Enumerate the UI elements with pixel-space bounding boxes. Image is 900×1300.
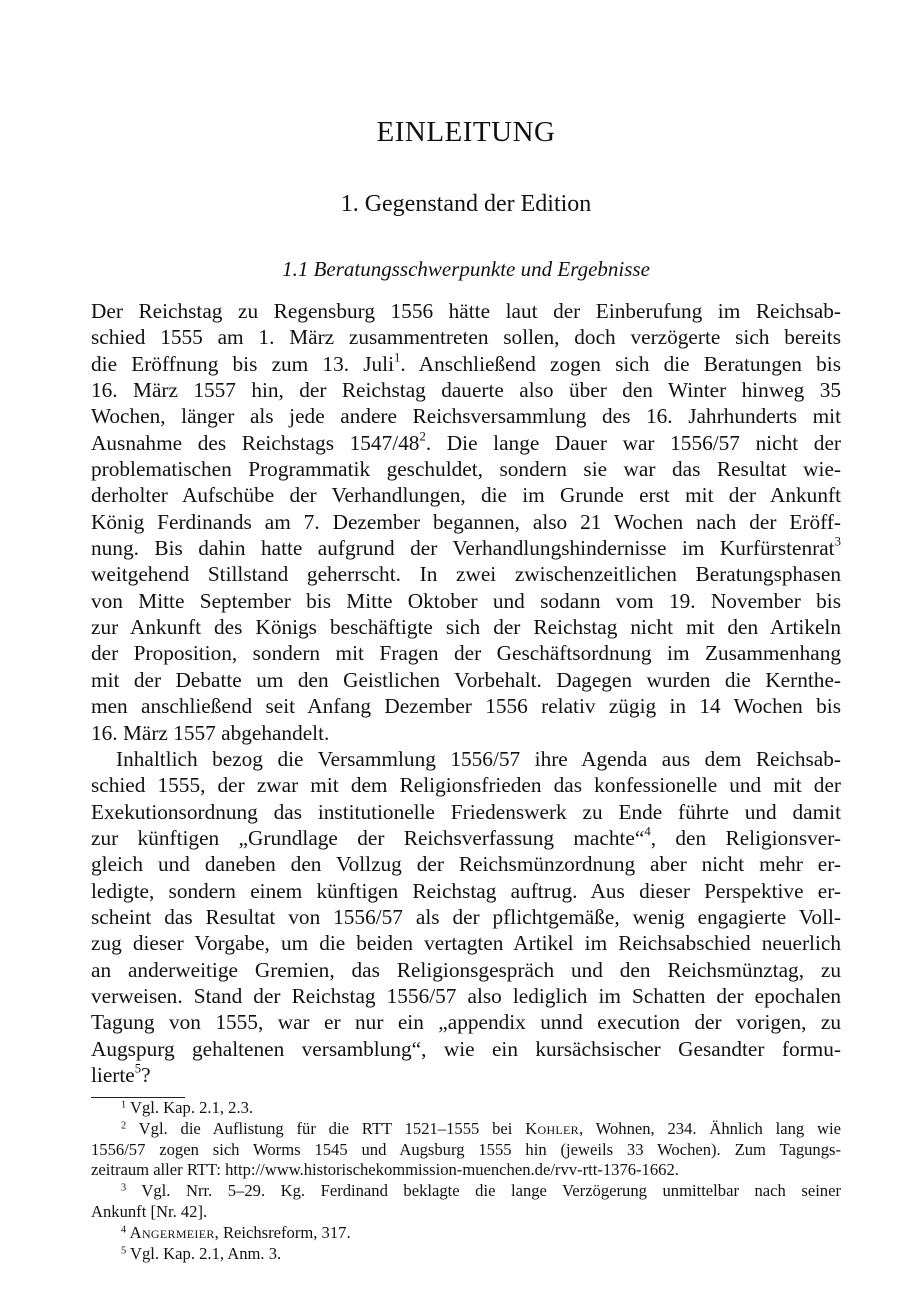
text-line: zur künftigen „Grundlage der Reichsverfassung machte“$^4$, den Religionsver-	[91, 824, 841, 850]
footnote-2-cont: 1556/57 zogen sich Worms 1545 und Augsburg 1555 hin (jeweils 33 Wochen). Zum Tagungs-	[91, 1139, 841, 1159]
text-line: an anderweitige Gremien, das Religionsgespräch und den Reichsmünztag, zu	[91, 957, 841, 982]
text-line: derholter Aufschübe der Verhandlungen, die im Grunde erst mit der Ankunft	[91, 483, 841, 508]
footnote-3-cont: Ankunft [Nr. 42].	[91, 1201, 208, 1221]
section-title: 1. Gegenstand der Edition	[340, 191, 592, 217]
footnote-2-cont[interactable]: zeitraum aller RTT: http://www.historischekommission-muenchen.de/rvv-rtt-1376-1662.	[91, 1160, 679, 1180]
footnote-2: $^2$ Vgl. die Auflistung für die RTT 1521–1555 bei Kohler, Wohnen, 234. Ähnlich lang wie	[121, 1118, 841, 1138]
text-line: mit der Debatte um den Geistlichen Vorbehalt. Dagegen wurden die Kernthe-	[91, 667, 841, 692]
footnote-marker: 4	[121, 1224, 127, 1236]
footnotes	[91, 1098, 841, 1264]
footnote-3: $^3$ Vgl. Nrr. 5–29. Kg. Ferdinand beklagte die lange Verzögerung unmittelbar nach seiner	[121, 1181, 841, 1201]
text-line: zur Ankunft des Königs beschäftigte sich der Reichstag nicht mit den Artikeln	[91, 615, 841, 640]
footnote-ref[interactable]: 4	[644, 824, 651, 839]
footnote-5: $^5$ Vgl. Kap. 2.1, Anm. 3.	[121, 1243, 282, 1263]
text-line: ledigte, sondern einem künftigen Reichstag auftrug. Aus dieser Perspektive er-	[91, 878, 841, 903]
text-line: lierte$^5$?	[91, 1061, 151, 1087]
chapter-title: EINLEITUNG	[376, 116, 556, 148]
footnote-ref[interactable]: 3	[834, 534, 841, 549]
author-name: Angermeier	[126, 1222, 215, 1242]
text-line: Exekutionsordnung das institutionelle Friedenswerk zu Ende führte und damit	[91, 799, 841, 824]
text-line: Augspurg gehaltenen versamblung“, wie ein kursächsischer Gesandter formu-	[91, 1036, 841, 1061]
text-line: 16. März 1557 hin, der Reichstag dauerte also über den Winter hinweg 35	[91, 378, 841, 403]
footnote-marker: 2	[121, 1120, 127, 1132]
text-line: problematischen Programmatik geschuldet, sondern sie war das Resultat wie-	[91, 457, 841, 482]
text-line: men anschließend seit Anfang Dezember 1556 relativ zügig in 14 Wochen bis	[91, 694, 841, 719]
text-line: Der Reichstag zu Regensburg 1556 hätte laut der Einberufung im Reichsab-	[91, 299, 841, 323]
text-line: der Proposition, sondern mit Fragen der Geschäftsordnung im Zusammenhang	[91, 641, 841, 666]
text-line: Wochen, länger als jede andere Reichsversammlung des 16. Jahrhunderts mit	[91, 404, 841, 429]
footnote-marker: 1	[121, 1099, 127, 1111]
body-text	[91, 298, 841, 1088]
author-name: Kohler	[525, 1118, 579, 1138]
footnote-1: $^1$ Vgl. Kap. 2.1, 2.3.	[121, 1098, 254, 1117]
text-line: schied 1555 am 1. März zusammentreten sollen, doch verzögerte sich bereits	[91, 325, 841, 350]
footnote-ref[interactable]: 5	[134, 1061, 142, 1076]
footnote-marker: 3	[121, 1182, 127, 1194]
text-line: Ausnahme des Reichstags $1547/48^2$. Die lange Dauer war 1556/57 nicht der	[91, 429, 841, 455]
footnote-ref[interactable]: 1	[394, 350, 401, 365]
text-line: zug dieser Vorgabe, um die beiden vertagten Artikel im Reichsabschied neuerlich	[91, 931, 841, 956]
subsection-title: 1.1 Beratungsschwerpunkte und Ergebnisse	[282, 257, 650, 281]
text-line: nung. Bis dahin hatte aufgrund der Verhandlungshindernisse im Kurfürstenrat$^3$	[91, 534, 841, 561]
text-line: schied 1555, der zwar mit dem Religionsfrieden das konfessionelle und mit der	[91, 773, 841, 798]
text-line: König Ferdinands am 7. Dezember begannen, also 21 Wochen nach der Eröff-	[91, 509, 841, 534]
text-line: 16. März 1557 abgehandelt.	[91, 720, 330, 745]
footnote-marker: 5	[121, 1244, 127, 1256]
text-line: Inhaltlich bezog die Versammlung 1556/57 ihre Agenda aus dem Reichsab-	[116, 746, 841, 771]
footnote-4: $^4$ Angermeier, Reichsreform, 317.	[121, 1222, 351, 1242]
text-line: gleich und daneben den Vollzug der Reichsmünzordnung aber nicht mehr er-	[91, 852, 841, 877]
text-line: scheint das Resultat von 1556/57 als der pflichtgemäße, wenig engagierte Voll-	[91, 904, 841, 929]
text-line: weitgehend Stillstand geherrscht. In zwei zwischenzeitlichen Beratungsphasen	[91, 562, 841, 587]
footnote-ref[interactable]: 2	[419, 429, 426, 444]
text-line: die Eröffnung bis zum 13. Juli$^1$. Anschließend zogen sich die Beratungen bis	[91, 350, 842, 376]
text-line: verweisen. Stand der Reichstag 1556/57 also lediglich im Schatten der epochalen	[91, 983, 841, 1008]
text-line: von Mitte September bis Mitte Oktober und sodann vom 19. November bis	[91, 588, 841, 613]
text-line: Tagung von 1555, war er nur ein „appendix unnd execution der vorigen, zu	[91, 1010, 841, 1035]
